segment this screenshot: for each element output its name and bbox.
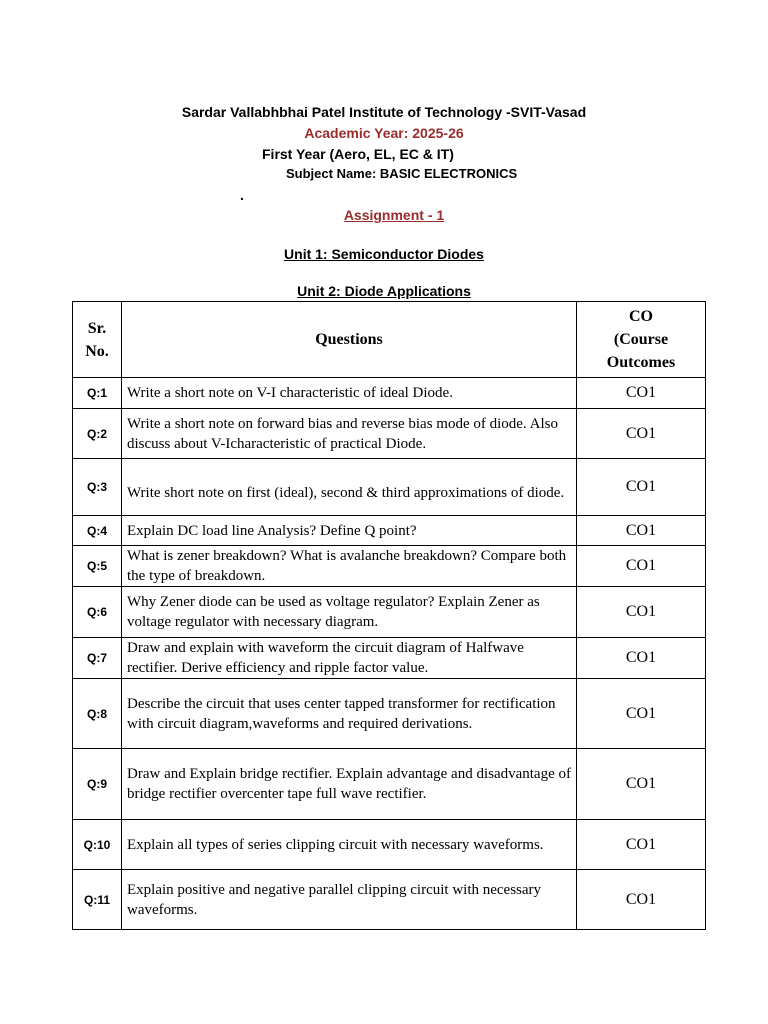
question-number: Q:11 <box>73 870 122 930</box>
question-number: Q:8 <box>73 679 122 749</box>
academic-year: Academic Year: 2025-26 <box>304 125 464 141</box>
table-row <box>73 516 706 546</box>
institute-name: Sardar Vallabhbhai Patel Institute of Technology -SVIT-Vasad <box>181 104 587 120</box>
question-text: Write short note on first (ideal), second & third approximations of diode. <box>122 459 577 516</box>
questions-header-label: Questions <box>315 331 383 348</box>
table-row <box>73 679 706 749</box>
unit-1-title: Unit 1: Semiconductor Diodes <box>284 246 484 262</box>
question-number: Q:3 <box>73 459 122 516</box>
assignment-table <box>72 301 706 930</box>
co-header-line2: (Course <box>613 331 669 348</box>
table-row <box>73 546 706 587</box>
course-outcome: CO1 <box>577 459 706 516</box>
question-text: Write a short note on V-I characteristic of ideal Diode. <box>122 378 577 409</box>
unit-2-title: Unit 2: Diode Applications <box>297 283 471 299</box>
table-header-row <box>73 302 706 378</box>
question-number: Q:7 <box>73 638 122 679</box>
table-row <box>73 409 706 459</box>
subject-name: Subject Name: BASIC ELECTRONICS <box>286 166 518 181</box>
table-row <box>73 820 706 870</box>
question-text: What is zener breakdown? What is avalanche breakdown? Compare both the type of breakdown. <box>122 546 577 587</box>
table-row <box>73 638 706 679</box>
table-row <box>73 459 706 516</box>
course-outcome: CO1 <box>577 378 706 409</box>
course-outcome: CO1 <box>577 820 706 870</box>
co-header-line1: CO <box>629 308 653 325</box>
question-number: Q:5 <box>73 546 122 587</box>
table-row <box>73 870 706 930</box>
course-outcome: CO1 <box>577 638 706 679</box>
question-text: Describe the circuit that uses center tapped transformer for rectification with circuit diagram,waveforms and required derivations. <box>122 679 577 749</box>
question-number: Q:10 <box>73 820 122 870</box>
course-outcome: CO1 <box>577 546 706 587</box>
question-number: Q:9 <box>73 749 122 820</box>
question-number: Q:1 <box>73 378 122 409</box>
table-row <box>73 378 706 409</box>
question-text: Explain positive and negative parallel clipping circuit with necessary waveforms. <box>122 870 577 930</box>
assignment-title: Assignment - 1 <box>343 207 445 223</box>
course-outcome: CO1 <box>577 409 706 459</box>
co-header-line3: Outcomes <box>606 354 676 371</box>
co-header <box>577 302 706 378</box>
sr-header-line1: Sr. <box>87 319 107 337</box>
course-outcome: CO1 <box>577 516 706 546</box>
question-number: Q:6 <box>73 587 122 638</box>
course-outcome: CO1 <box>577 749 706 820</box>
table-row <box>73 749 706 820</box>
course-outcome: CO1 <box>577 587 706 638</box>
question-text: Why Zener diode can be used as voltage regulator? Explain Zener as voltage regulator with necessary diagram. <box>122 587 577 638</box>
table-row <box>73 587 706 638</box>
stray-dot: . <box>240 187 244 203</box>
question-text: Explain all types of series clipping circuit with necessary waveforms. <box>122 820 577 870</box>
sr-no-header <box>73 302 122 378</box>
questions-header <box>122 302 577 378</box>
question-text: Draw and Explain bridge rectifier. Explain advantage and disadvantage of bridge rectifier overcenter tape full wave rectifier. <box>122 749 577 820</box>
question-number: Q:2 <box>73 409 122 459</box>
first-year-line: First Year (Aero, EL, EC & IT) <box>262 146 454 162</box>
question-number: Q:4 <box>73 516 122 546</box>
sr-header-line2: No. <box>85 342 109 360</box>
course-outcome: CO1 <box>577 679 706 749</box>
question-text: Explain DC load line Analysis? Define Q point? <box>122 516 577 546</box>
question-text: Write a short note on forward bias and reverse bias mode of diode. Also discuss about V-Icharacteristic of practical Diode. <box>122 409 577 459</box>
question-text: Draw and explain with waveform the circuit diagram of Halfwave rectifier. Derive efficiency and ripple factor value. <box>122 638 577 679</box>
course-outcome: CO1 <box>577 870 706 930</box>
